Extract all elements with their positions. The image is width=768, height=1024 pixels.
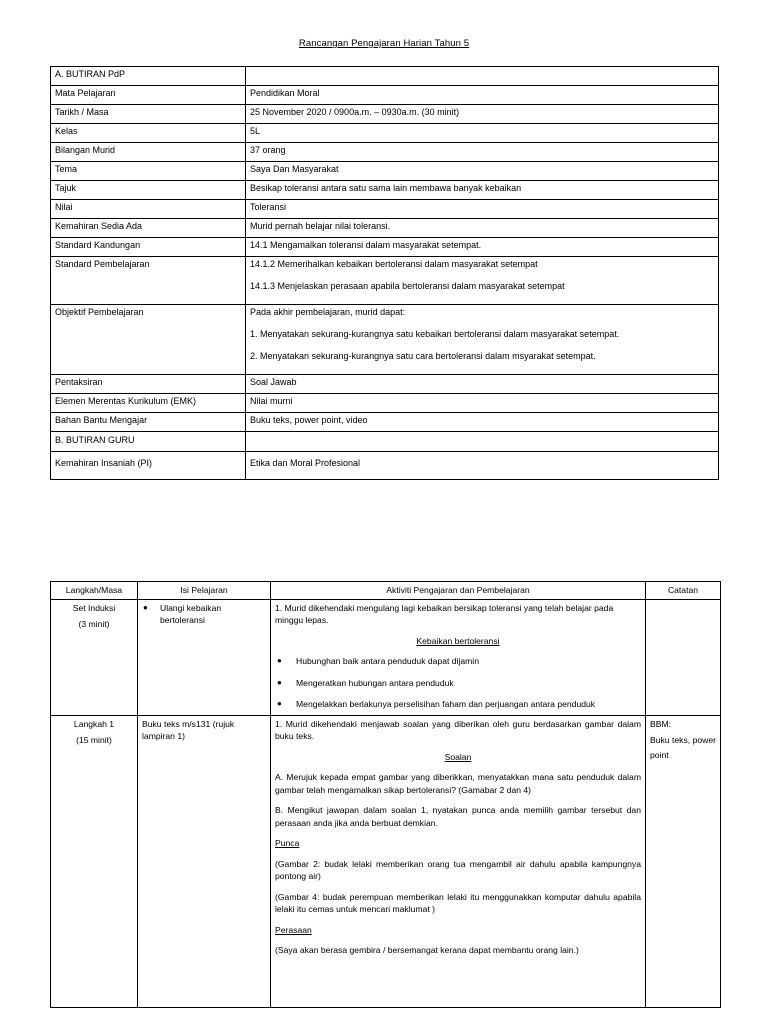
detail-value: Soal Jawab [246, 375, 719, 394]
table-row [51, 162, 719, 181]
document-title: Rancangan Pengajaran Harian Tahun 5 [298, 38, 470, 49]
table-row [51, 432, 719, 452]
set-induksi-heading: Kebaikan bertoleransi [416, 635, 500, 646]
table-row [51, 238, 719, 257]
set-induksi-content-cell [138, 599, 271, 715]
langkah1-content: Buku teks m/s131 (rujuk lampiran 1) [142, 718, 235, 741]
list-item: ● Mengelakkan berlakunya perselisihan faham dan perjuangan antara penduduk [275, 698, 641, 711]
langkah1-time: (15 minit) [76, 735, 112, 745]
perasaan-1: (Saya akan berasa gembira / bersemangat kerana dapat membantu orang lain.) [275, 945, 579, 955]
detail-value: Toleransi [246, 200, 719, 219]
detail-line: 2. Menyatakan sekurang-kurangnya satu cara bertoleransi dalam msyarakat setempat. [250, 351, 596, 361]
langkah1-row [51, 715, 721, 1007]
lesson-header-row [51, 582, 721, 600]
table-row [51, 375, 719, 394]
detail-label: Objektif Pembelajaran [51, 305, 246, 375]
table-row [51, 257, 719, 305]
detail-value-multiline [246, 257, 719, 305]
langkah1-notes-cell [646, 715, 721, 1007]
set-induksi-step-cell [51, 599, 138, 715]
detail-label: Bilangan Murid [51, 143, 246, 162]
table-row [51, 305, 719, 375]
detail-value: 14.1 Mengamalkan toleransi dalam masyarakat setempat. [246, 238, 719, 257]
soalan-heading: Soalan [444, 751, 472, 762]
set-induksi-intro: 1. Murid dikehendaki mengulang lagi kebaikan bersikap toleransi yang telah belajar pada minggu lepas. [275, 602, 614, 625]
table-row [51, 67, 719, 86]
question-b: B. Mengikut jawapan dalam soalan 1, nyatakan punca anda memilih gambar tersebut dan perasaan anda jika anda berbuat demkian. [275, 805, 641, 828]
set-induksi-row [51, 599, 721, 715]
langkah1-step: Langkah 1 [73, 718, 115, 729]
detail-value: 37 orang [246, 143, 719, 162]
detail-label: Mata Pelajaran [51, 86, 246, 105]
table-row [51, 86, 719, 105]
detail-label: Pentaksiran [51, 375, 246, 394]
question-a: A. Merujuk kepada empat gambar yang diberikkan, menyatakkan mana satu penduduk dalam gambar telah mengamalkan sikap bertoleransi? (Gamabar 2 dan 4) [275, 772, 641, 795]
table-row [51, 143, 719, 162]
table-row [51, 105, 719, 124]
detail-value: 25 November 2020 / 0900a.m. – 0930a.m. (30 minit) [246, 105, 719, 124]
detail-label: B. BUTIRAN GURU [51, 432, 246, 452]
detail-label: Tema [51, 162, 246, 181]
langkah1-activity-cell [271, 715, 646, 1007]
header-step: Langkah/Masa [51, 582, 138, 600]
table-row [51, 181, 719, 200]
detail-value: 5L [246, 124, 719, 143]
punca-heading: Punca [275, 838, 300, 848]
detail-value: Saya Dan Masyarakat [246, 162, 719, 181]
detail-value: Besikap toleransi antara satu sama lain membawa banyak kebaikan [246, 181, 719, 200]
perasaan-heading: Perasaan [275, 924, 312, 935]
detail-value-multiline [246, 305, 719, 375]
header-activity: Aktiviti Pengajaran dan Pembelajaran [271, 582, 646, 600]
detail-line: 14.1.3 Menjelaskan perasaan apabila bertoleransi dalam masyarakat setempat [250, 281, 565, 291]
table-row [51, 200, 719, 219]
detail-label: Kemahiran Sedia Ada [51, 219, 246, 238]
punca-2: (Gambar 4: budak perempuan memberikan lelaki itu menggunakkan komputar dahulu apabila lelaki itu cemas untuk mencari maklumat ) [275, 891, 641, 914]
set-induksi-time: (3 minit) [78, 619, 110, 629]
detail-label: Tajuk [51, 181, 246, 200]
detail-line: Pada akhir pembelajaran, murid dapat: [250, 307, 406, 317]
detail-label: Kemahiran Insaniah (PI) [51, 452, 246, 480]
table-row [51, 219, 719, 238]
detail-value: Etika dan Moral Profesional [246, 452, 719, 480]
table-row [51, 124, 719, 143]
detail-line: 1. Menyatakan sekurang-kurangnya satu kebaikan bertoleransi dalam masyarakat setempat. [250, 329, 620, 339]
detail-label: Standard Kandungan [51, 238, 246, 257]
detail-line: 14.1.2 Memerihalkan kebaikan bertoleransi dalam masyarakat setempat [250, 259, 538, 269]
list-item: ● Hubunghan baik antara penduduk dapat dijamin [275, 655, 641, 668]
table-row [51, 394, 719, 413]
detail-value: Nilai murni [246, 394, 719, 413]
detail-value: Pendidikan Moral [246, 86, 719, 105]
set-induksi-notes-cell [646, 599, 721, 715]
set-induksi-step: Set Induksi [72, 602, 116, 613]
header-notes: Catatan [646, 582, 721, 600]
langkah1-intro: 1. Murid dikehendaki menjawab soalan yang diberikan oleh guru berdasarkan gambar dalam buku teks. [275, 718, 641, 741]
detail-label: A. BUTIRAN PdP [51, 67, 246, 86]
table-row [51, 413, 719, 432]
detail-label: Nilai [51, 200, 246, 219]
table-row [51, 452, 719, 480]
langkah1-step-cell [51, 715, 138, 1007]
details-table [50, 66, 719, 480]
set-induksi-content-bullet: ● Ulangi kebaikan bertoleransi [142, 602, 266, 627]
detail-value: Buku teks, power point, video [246, 413, 719, 432]
detail-label: Kelas [51, 124, 246, 143]
langkah1-notes-value: Buku teks, power point [650, 735, 716, 760]
lesson-table [50, 581, 721, 1008]
detail-label: Bahan Bantu Mengajar [51, 413, 246, 432]
detail-value [246, 67, 719, 86]
detail-label: Elemen Merentas Kurikulum (EMK) [51, 394, 246, 413]
detail-value [246, 432, 719, 452]
detail-label: Tarikh / Masa [51, 105, 246, 124]
punca-1: (Gambar 2: budak lelaki memberikan orang tua mengambil air dahulu apabila kampungnya pontong air) [275, 858, 641, 881]
detail-label: Standard Pembelajaran [51, 257, 246, 305]
langkah1-content-cell [138, 715, 271, 1007]
langkah1-notes-label: BBM: [650, 718, 672, 729]
detail-value: Murid pernah belajar nilai toleransi. [246, 219, 719, 238]
list-item: ● Mengeratkan hubungan antara penduduk [275, 677, 641, 690]
header-content: Isi Pelajaran [138, 582, 271, 600]
set-induksi-activity-cell [271, 599, 646, 715]
